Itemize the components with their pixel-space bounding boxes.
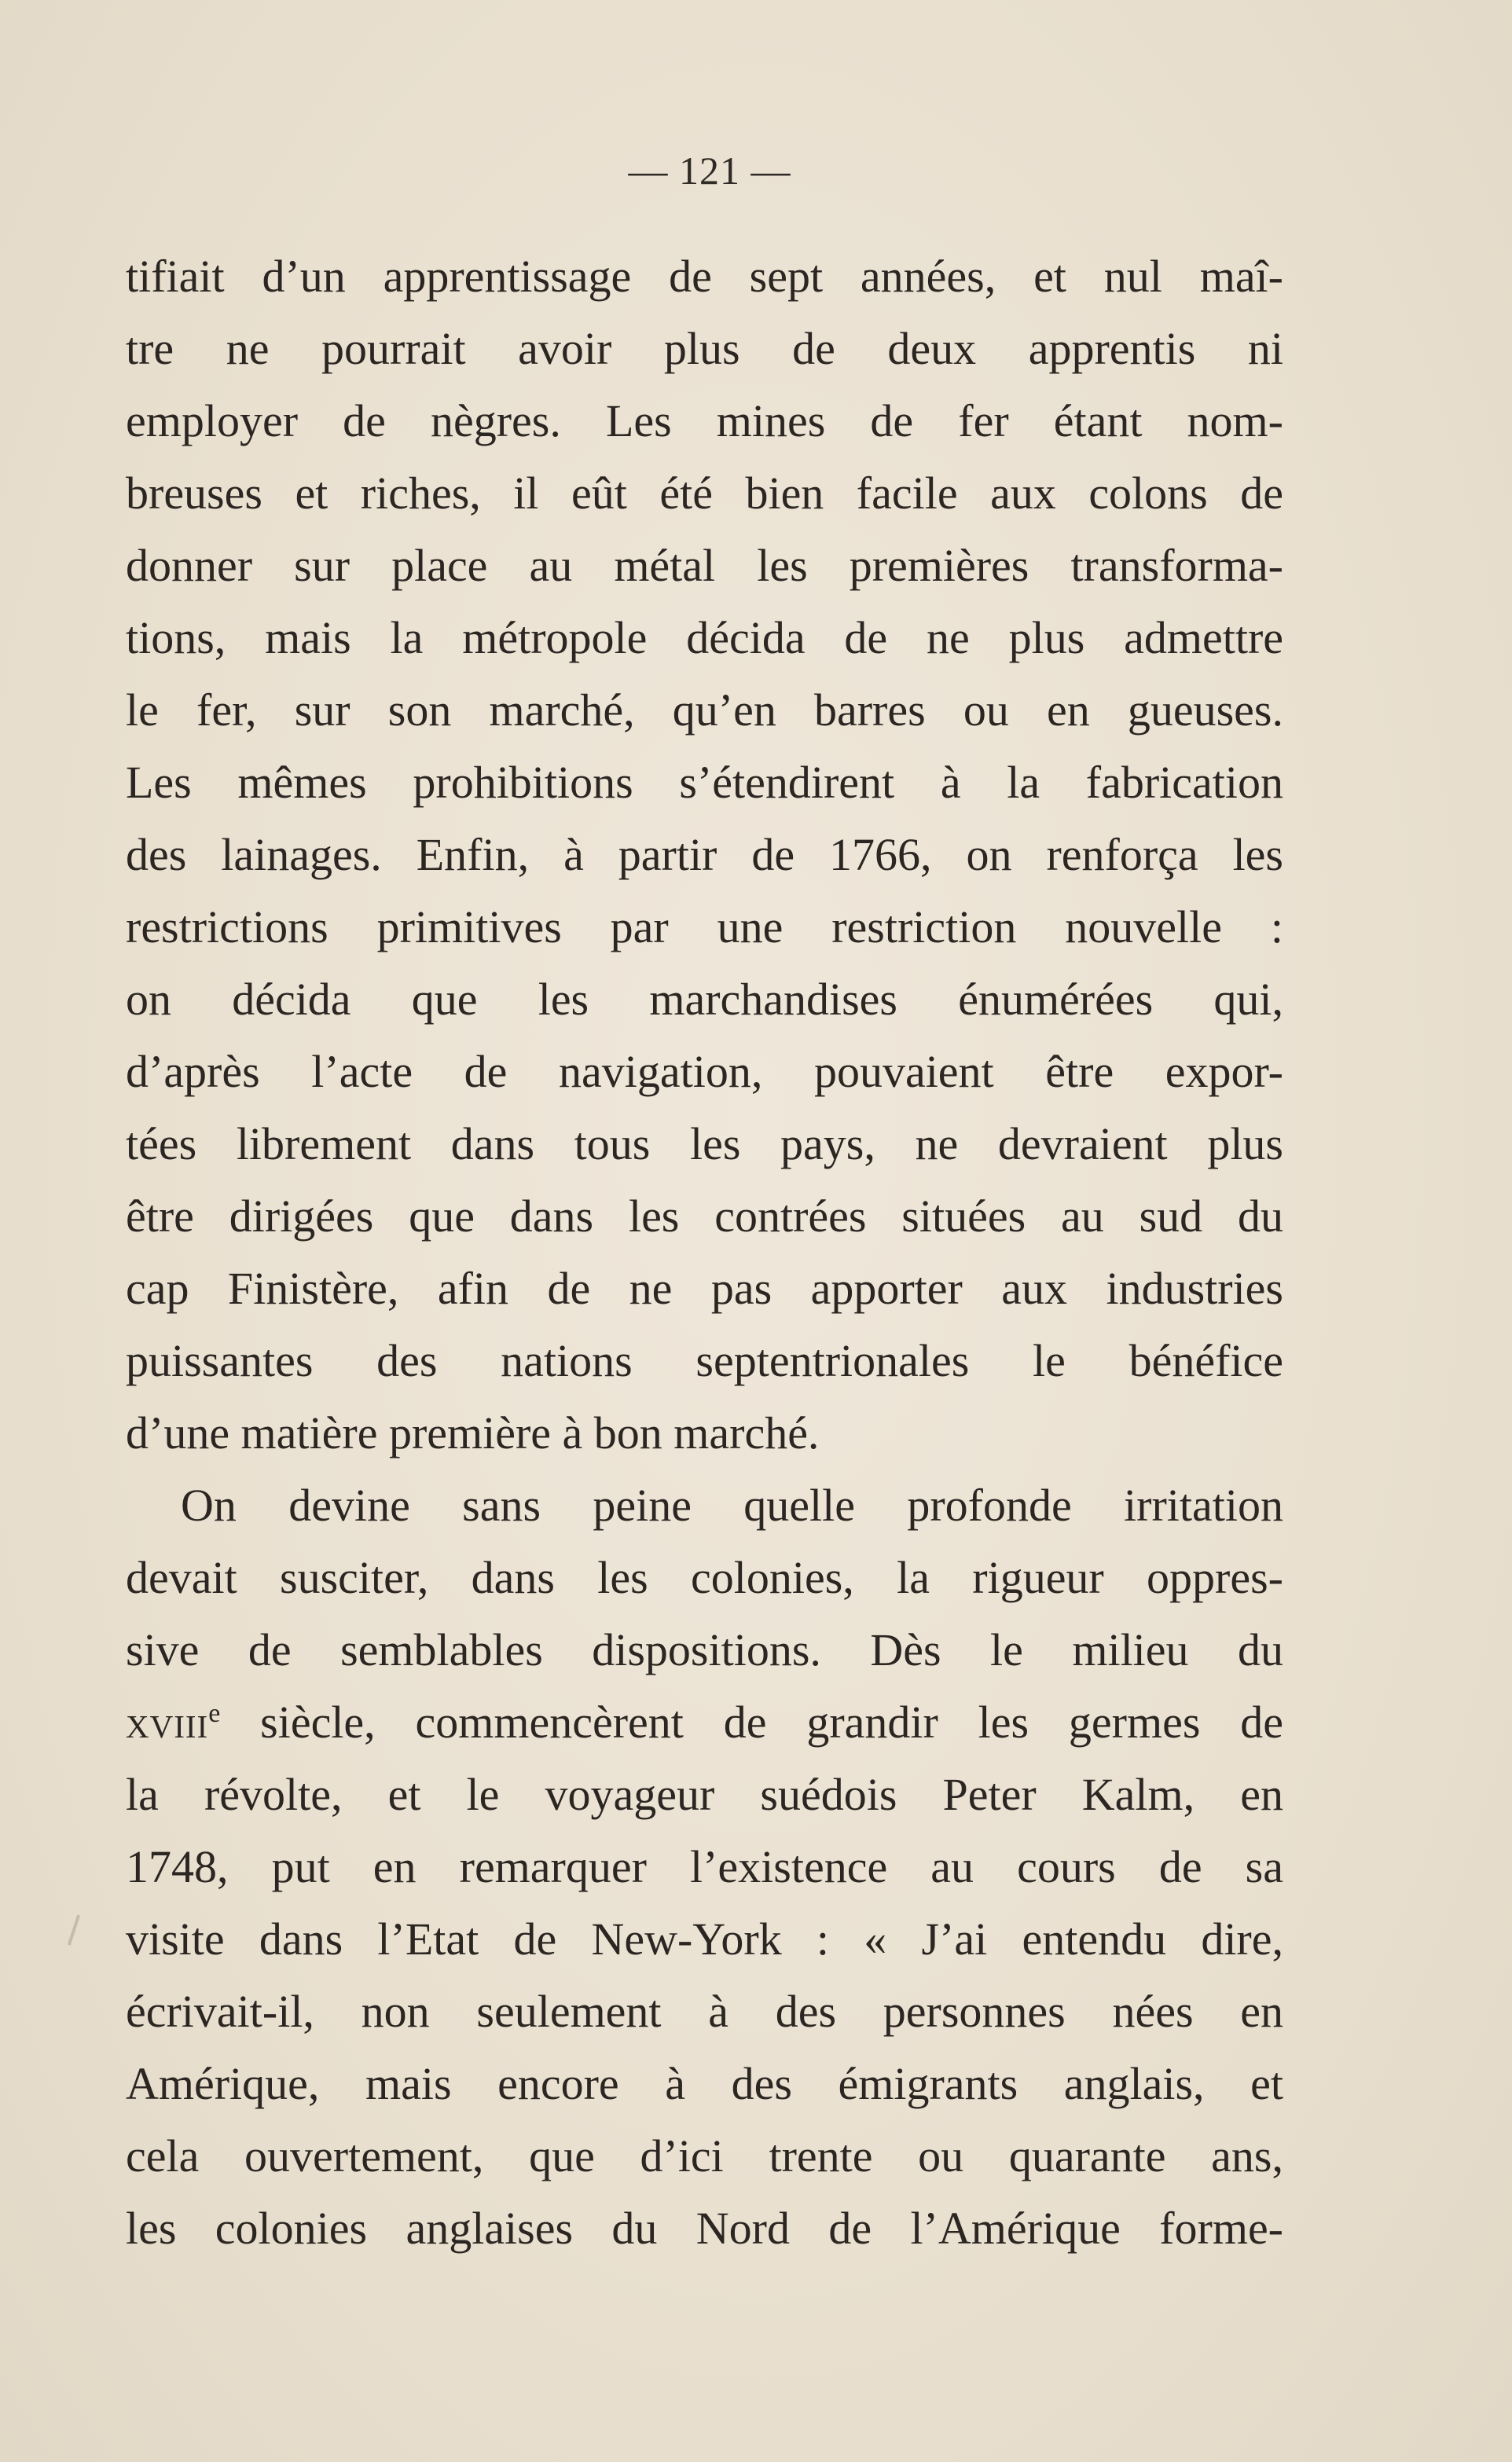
- text-line: cela ouvertement, que d’ici trente ou quarante ans,: [126, 2130, 1283, 2181]
- body-text: [126, 240, 1283, 2265]
- century-numeral: xviii: [126, 1697, 209, 1748]
- text-line: tre ne pourrait avoir plus de deux apprentis ni: [126, 323, 1283, 374]
- page-number: — 121 —: [628, 149, 791, 193]
- text-line: Amérique, mais encore à des émigrants anglais, et: [126, 2058, 1283, 2109]
- century-suffix: e: [208, 1699, 221, 1728]
- paragraph-end-line: d’une matière première à bon marché.: [126, 1407, 820, 1458]
- text-line: breuses et riches, il eût été bien facile aux colons de: [126, 468, 1283, 519]
- text-line: écrivait-il, non seulement à des personnes nées en: [126, 1986, 1283, 2037]
- text-line: être dirigées que dans les contrées situées au sud du: [126, 1191, 1283, 1242]
- text-line: 1748, put en remarquer l’existence au cours de sa: [126, 1841, 1283, 1892]
- text-line: visite dans l’Etat de New-York : « J’ai entendu dire,: [126, 1913, 1283, 1965]
- text-line: on décida que les marchandises énumérées qui,: [126, 974, 1283, 1025]
- text-line: tifiait d’un apprentissage de sept années, et nul maî-: [126, 251, 1283, 302]
- text-line: sive de semblables dispositions. Dès le milieu du: [126, 1624, 1283, 1675]
- text-line: des lainages. Enfin, à partir de 1766, on renforça les: [126, 829, 1283, 880]
- text-line: tées librement dans tous les pays, ne devraient plus: [126, 1118, 1283, 1169]
- text-line: d’après l’acte de navigation, pouvaient être expor-: [126, 1046, 1283, 1097]
- text-line: tions, mais la métropole décida de ne plus admettre: [126, 612, 1283, 663]
- text-line-century: [126, 1686, 1283, 1759]
- text-line-remainder: siècle, commencèrent de grandir les germes de: [260, 1697, 1284, 1748]
- text-line: puissantes des nations septentrionales le bénéfice: [126, 1335, 1283, 1386]
- text-line: employer de nègres. Les mines de fer étant nom-: [126, 395, 1283, 446]
- text-line: donner sur place au métal les premières transforma-: [126, 540, 1283, 591]
- text-line: le fer, sur son marché, qu’en barres ou en gueuses.: [126, 684, 1283, 736]
- text-line: Les mêmes prohibitions s’étendirent à la fabrication: [126, 757, 1283, 808]
- text-line: devait susciter, dans les colonies, la rigueur oppres-: [126, 1552, 1283, 1603]
- text-line: restrictions primitives par une restriction nouvelle :: [126, 901, 1283, 952]
- text-line: les colonies anglaises du Nord de l’Amérique forme-: [126, 2203, 1283, 2254]
- text-line: cap Finistère, afin de ne pas apporter aux industries: [126, 1263, 1283, 1314]
- margin-pencil-mark: [68, 1914, 80, 1945]
- text-line: la révolte, et le voyageur suédois Peter Kalm, en: [126, 1769, 1283, 1820]
- paragraph-start-line: On devine sans peine quelle profonde irritation: [181, 1480, 1283, 1531]
